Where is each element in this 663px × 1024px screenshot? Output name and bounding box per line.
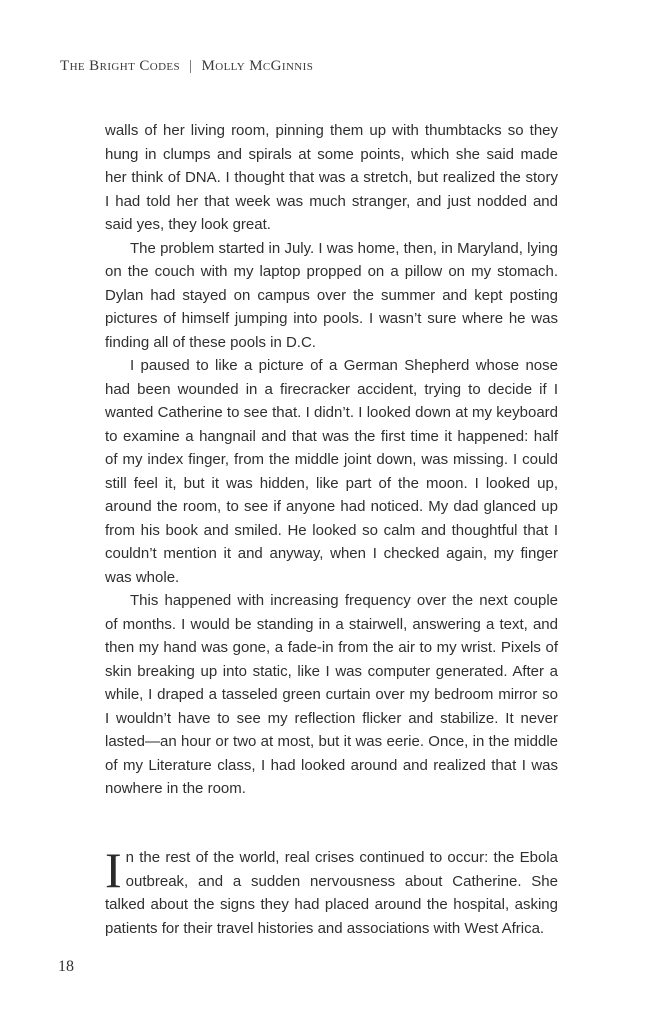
paragraph: I paused to like a picture of a German Shepherd whose nose had been wounded in a firecracker accident, trying to decide if I wanted Catherine to see that. I didn’t. I looked down at my keyboard to examine a hangnail and that was the first time it happened: half of my index finger, from the middle joint down, was missing. I could still feel it, but it was hidden, like part of the moon. I looked up, around the room, to see if anyone had noticed. My dad glanced up from his book and smiled. He looked so calm and thoughtful that I couldn’t mention it and anyway, when I checked again, my finger was whole. (105, 357, 558, 586)
drop-cap: I (105, 842, 122, 898)
running-header (60, 58, 313, 75)
body-text (105, 119, 558, 801)
author-name: Molly McGinnis (201, 58, 314, 74)
page-number: 18 (58, 958, 74, 975)
section-opening-text: n the rest of the world, real crises continued to occur: the Ebola outbreak, and a sudden nervousness about Catherine. She talked about the signs they had placed around the hospital, asking patients for their travel histories and associations with West Africa. (105, 849, 558, 937)
paragraph: This happened with increasing frequency over the next couple of months. I would be standing in a stairwell, answering a text, and then my hand was gone, a fade-in from the air to my wrist. Pixels of skin breaking up into static, like I was computer generated. After a while, I draped a tasseled green curtain over my bedroom mirror so I wouldn’t have to see my reflection flicker and stabilize. It never lasted—an hour or two at most, but it was eerie. Once, in the middle of my Literature class, I had looked around and realized that I was nowhere in the room. (105, 592, 558, 797)
paragraph: The problem started in July. I was home, then, in Maryland, lying on the couch with my laptop propped on a pillow on my stomach. Dylan had stayed on campus over the summer and kept posting pictures of himself jumping into pools. I wasn’t sure where he was finding all of these pools in D.C. (105, 239, 558, 351)
section-two (105, 842, 558, 940)
section-opening-paragraph (105, 842, 558, 940)
header-separator: | (189, 58, 193, 74)
paragraph: walls of her living room, pinning them up with thumbtacks so they hung in clumps and spirals at some points, which she said made her think of DNA. I thought that was a stretch, but realized the story I had told her that week was much stranger, and just nodded and said yes, they look great. (105, 122, 558, 233)
book-title: The Bright Codes (60, 58, 181, 74)
